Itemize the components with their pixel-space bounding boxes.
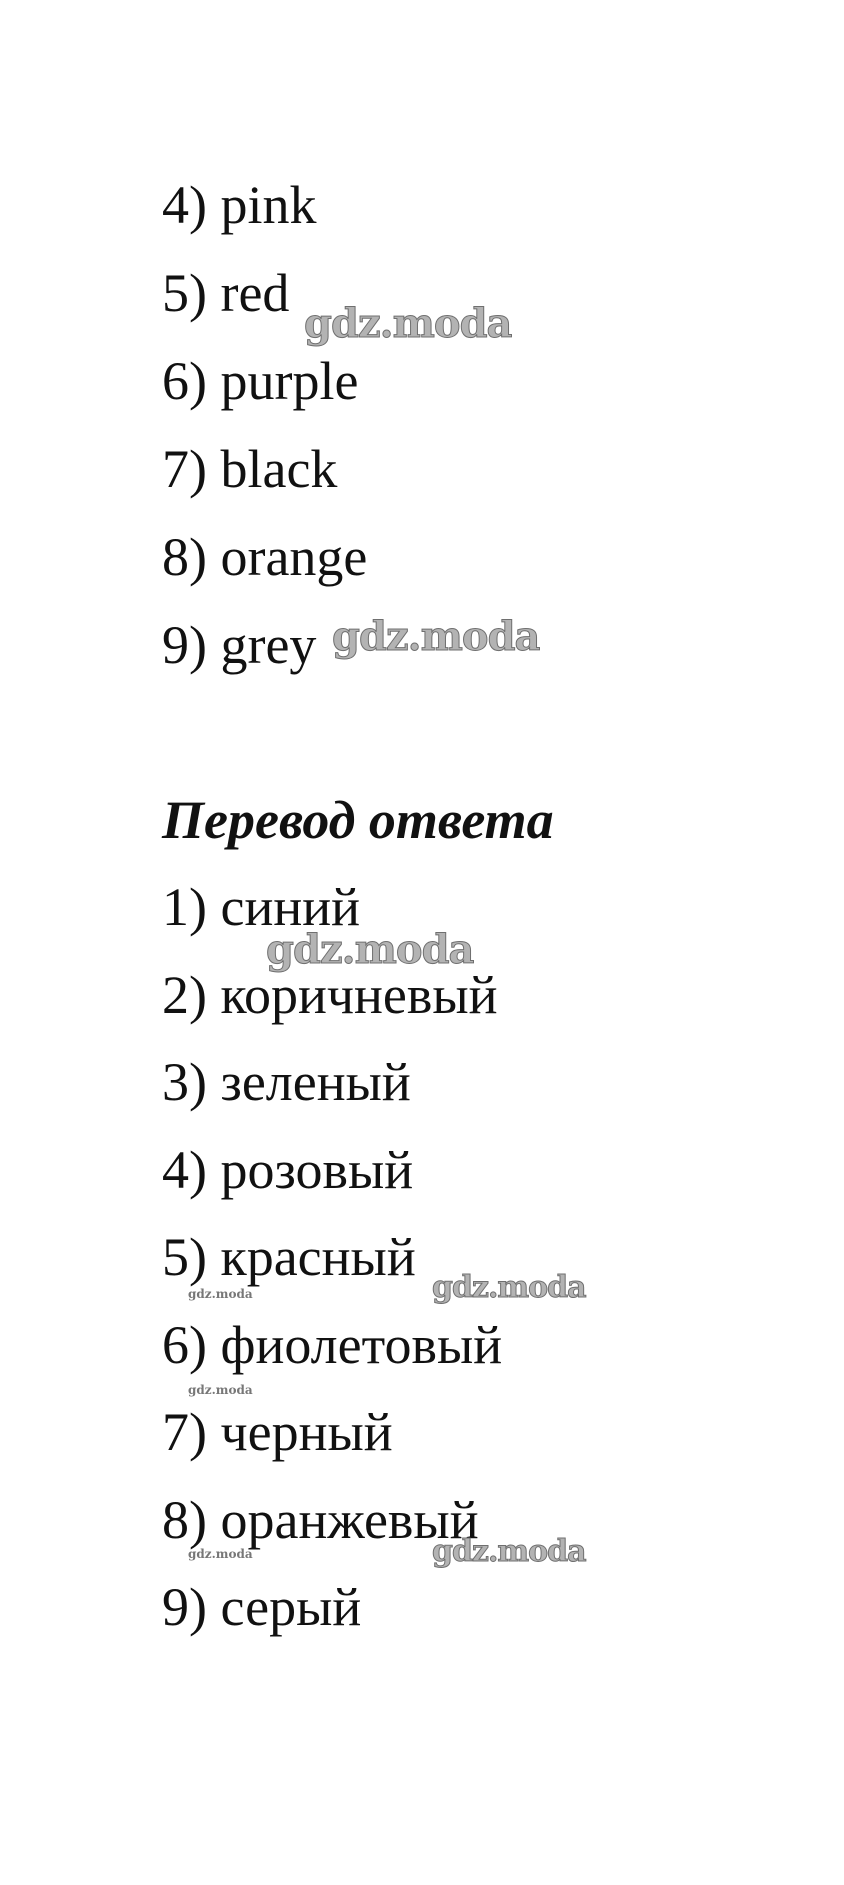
watermark: gdz.moda: [432, 1270, 586, 1305]
translation-line-8: 8) оранжевый: [162, 1490, 479, 1550]
translation-line-5: 5) красный: [162, 1227, 416, 1287]
translation-line-3: 3) зеленый: [162, 1052, 411, 1112]
translation-line-1: 1) синий: [162, 877, 361, 937]
translation-line-4: 4) розовый: [162, 1140, 414, 1200]
answer-line-4: 4) pink: [162, 175, 317, 235]
translation-heading: Перевод ответа: [162, 790, 554, 850]
watermark: gdz.moda: [332, 613, 540, 660]
watermark-small: gdz.moda: [188, 1383, 253, 1397]
translation-line-9: 9) серый: [162, 1577, 362, 1637]
answer-line-9: 9) grey: [162, 615, 317, 675]
answer-line-6: 6) purple: [162, 351, 359, 411]
translation-line-2: 2) коричневый: [162, 965, 498, 1025]
watermark: gdz.moda: [266, 926, 474, 973]
answer-line-7: 7) black: [162, 439, 338, 499]
watermark: gdz.moda: [432, 1534, 586, 1569]
answer-line-8: 8) orange: [162, 527, 368, 587]
translation-line-6: 6) фиолетовый: [162, 1315, 503, 1375]
watermark: gdz.moda: [304, 300, 512, 347]
watermark-small: gdz.moda: [188, 1547, 253, 1561]
translation-line-7: 7) черный: [162, 1402, 393, 1462]
answer-line-5: 5) red: [162, 263, 290, 323]
watermark-small: gdz.moda: [188, 1287, 253, 1301]
